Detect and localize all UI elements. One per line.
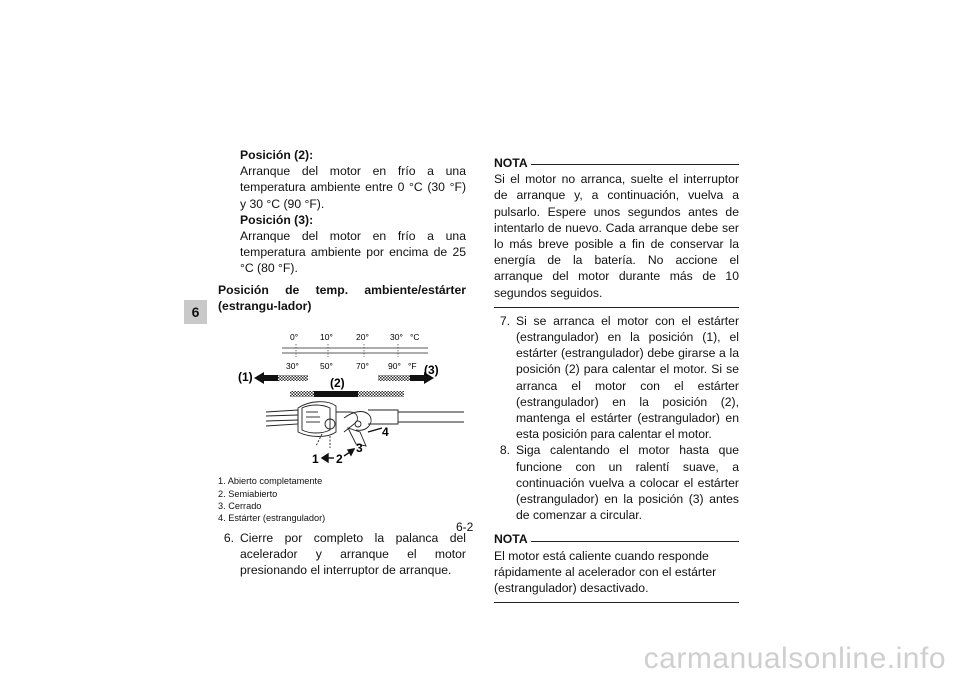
page-number: 6-2 (456, 520, 474, 534)
step-6 (218, 530, 466, 579)
figure-captions (218, 475, 466, 525)
note-rule (531, 541, 739, 542)
note-1-header (494, 155, 739, 171)
step-number: 6. (223, 530, 234, 545)
note-end-rule (494, 307, 739, 308)
position-3-text: Arranque del motor en frío a una temperatura ambiente por encima de 25 °C (80 °F). (240, 229, 466, 276)
position-1-label: (1) (238, 370, 253, 385)
position-2-label: (2) (330, 376, 345, 391)
note-1-text: Si el motor no arranca, suelte el interruptor de arranque y, a continuación, vuelva a pulsarlo. Espere unos segundos antes de intentarlo de nuevo. Cada arranque debe ser lo más breve posible a fin de conservar la energía de la batería. No accione el arranque del motor durante más de 10 segundos seguidos. (494, 172, 739, 300)
chapter-tab: 6 (184, 300, 207, 324)
celsius-0: 0° (290, 332, 299, 343)
note-label: NOTA (494, 532, 528, 547)
temperature-scale (282, 332, 428, 371)
step-text: Si se arranca el motor con el estárter (estrangulador) en la posición (1), el estárter (estrangulador) debe girarse a la posición (2) para calentar el motor. Si se arranca el motor con el estárter (estrangulador) en la posición (2), mantenga el estárter (estrangulador) en esta posición para calentar el motor. (516, 313, 739, 442)
step-text: Siga calentando el motor hasta que funcione con un ralentí suave, a continuación vuelva a colocar el estárter (estrangulador) en la posición (3) antes de comenzar a circular. (516, 443, 739, 523)
note-2-header (494, 531, 739, 547)
right-column (494, 155, 739, 605)
fahrenheit-unit: °F (408, 361, 417, 372)
fahrenheit-50: 50° (320, 361, 333, 372)
step-text: Cierre por completo la palanca del acelerador y arranque el motor presionando el interruptor de arranque. (240, 530, 466, 578)
fahrenheit-30: 30° (286, 361, 299, 372)
celsius-unit: °C (410, 332, 420, 343)
step-number: 8. (499, 443, 510, 458)
caption-item: 1. Abierto completamente (218, 476, 323, 487)
callout-4: 4 (382, 425, 389, 440)
caption-item: 3. Cerrado (218, 501, 262, 512)
section-heading: Posición de temp. ambiente/estárter (estrangu-lador) (218, 282, 466, 313)
note-rule (531, 164, 739, 165)
handlebar-drawing (266, 402, 464, 448)
fahrenheit-90: 90° (388, 361, 401, 372)
position-2-title: Posición (2): (240, 148, 314, 162)
range-bar-1 (254, 372, 308, 384)
celsius-20: 20° (356, 332, 369, 343)
callout-1: 1 (312, 452, 319, 467)
note-label: NOTA (494, 156, 528, 170)
range-bar-2 (290, 391, 404, 397)
callout-2: 2 (336, 452, 343, 467)
left-column (218, 147, 466, 578)
step-7 (494, 313, 739, 443)
watermark[interactable]: carmanualsonline.info (643, 642, 946, 675)
callout-3: 3 (356, 441, 363, 456)
step-8 (494, 442, 739, 523)
step-number: 7. (499, 313, 510, 328)
caption-item: 2. Semiabierto (218, 488, 278, 499)
position-3-label: (3) (424, 363, 439, 378)
celsius-30: 30° (390, 332, 403, 343)
choke-lever-figure (218, 320, 466, 470)
position-2-text: Arranque del motor en frío a una temperatura ambiente entre 0 °C (30 °F) y 30 °C (90 °F). (240, 164, 466, 211)
fahrenheit-70: 70° (356, 361, 369, 372)
note-2-text: El motor está caliente cuando responde rápidamente al acelerador con el estárter (estrangulador) desactivado. (494, 548, 717, 596)
position-3-title: Posición (3): (240, 212, 314, 227)
callout-arrows (322, 428, 382, 462)
caption-item: 4. Estárter (estrangulador) (218, 513, 326, 524)
celsius-10: 10° (320, 332, 333, 343)
note-end-rule (494, 602, 739, 603)
